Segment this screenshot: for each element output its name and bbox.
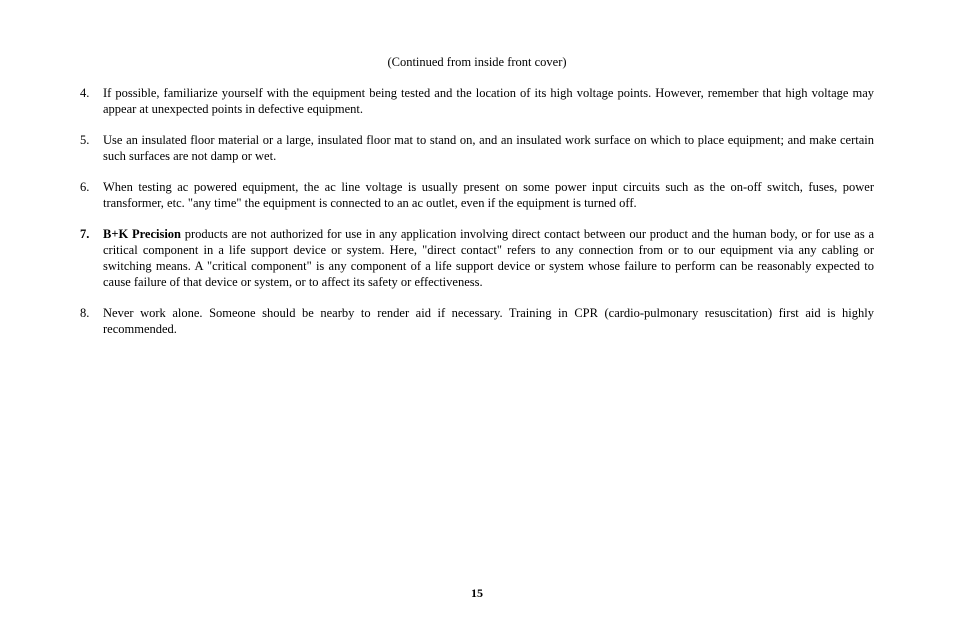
list-item [80, 305, 874, 337]
item-text: products are not authorized for use in any application involving direct contact between our product and the human body, or for use as a critical component in a life support device or system. Here, "direct contact" refers to any connection from or to our equipment via any cabling or switching means. A "critical component" is any component of a life support device or system whose failure to perform can be reasonably expected to cause failure of that device or system, or to affect its safety or effectiveness. [103, 227, 875, 289]
safety-list [80, 85, 874, 352]
item-number: 8. [80, 306, 90, 320]
list-item [80, 85, 874, 117]
continued-note: (Continued from inside front cover) [387, 55, 567, 69]
item-text: Use an insulated floor material or a large, insulated floor mat to stand on, and an insulated work surface on which to place equipment; and make certain such surfaces are not damp or wet. [103, 133, 874, 163]
page-number: 15 [471, 586, 483, 600]
item-number: 4. [80, 86, 90, 100]
item-text: Never work alone. Someone should be nearby to render aid if necessary. Training in CPR (cardio-pulmonary resuscitation) first aid is highly recommended. [103, 306, 874, 336]
item-number: 5. [80, 133, 90, 147]
item-text: When testing ac powered equipment, the ac line voltage is usually present on some power input circuits such as the on-off switch, fuses, power transformer, etc. "any time" the equipment is connected to an ac outlet, even if the equipment is turned off. [103, 180, 874, 210]
list-item [80, 132, 874, 164]
list-item [80, 179, 874, 211]
item-number: 7. [80, 227, 90, 241]
item-number: 6. [80, 180, 90, 194]
brand-name: B+K Precision [103, 227, 182, 241]
list-item [80, 226, 874, 290]
item-text: If possible, familiarize yourself with the equipment being tested and the location of its high voltage points. However, remember that high voltage may appear at unexpected points in defective equipment. [103, 86, 874, 116]
